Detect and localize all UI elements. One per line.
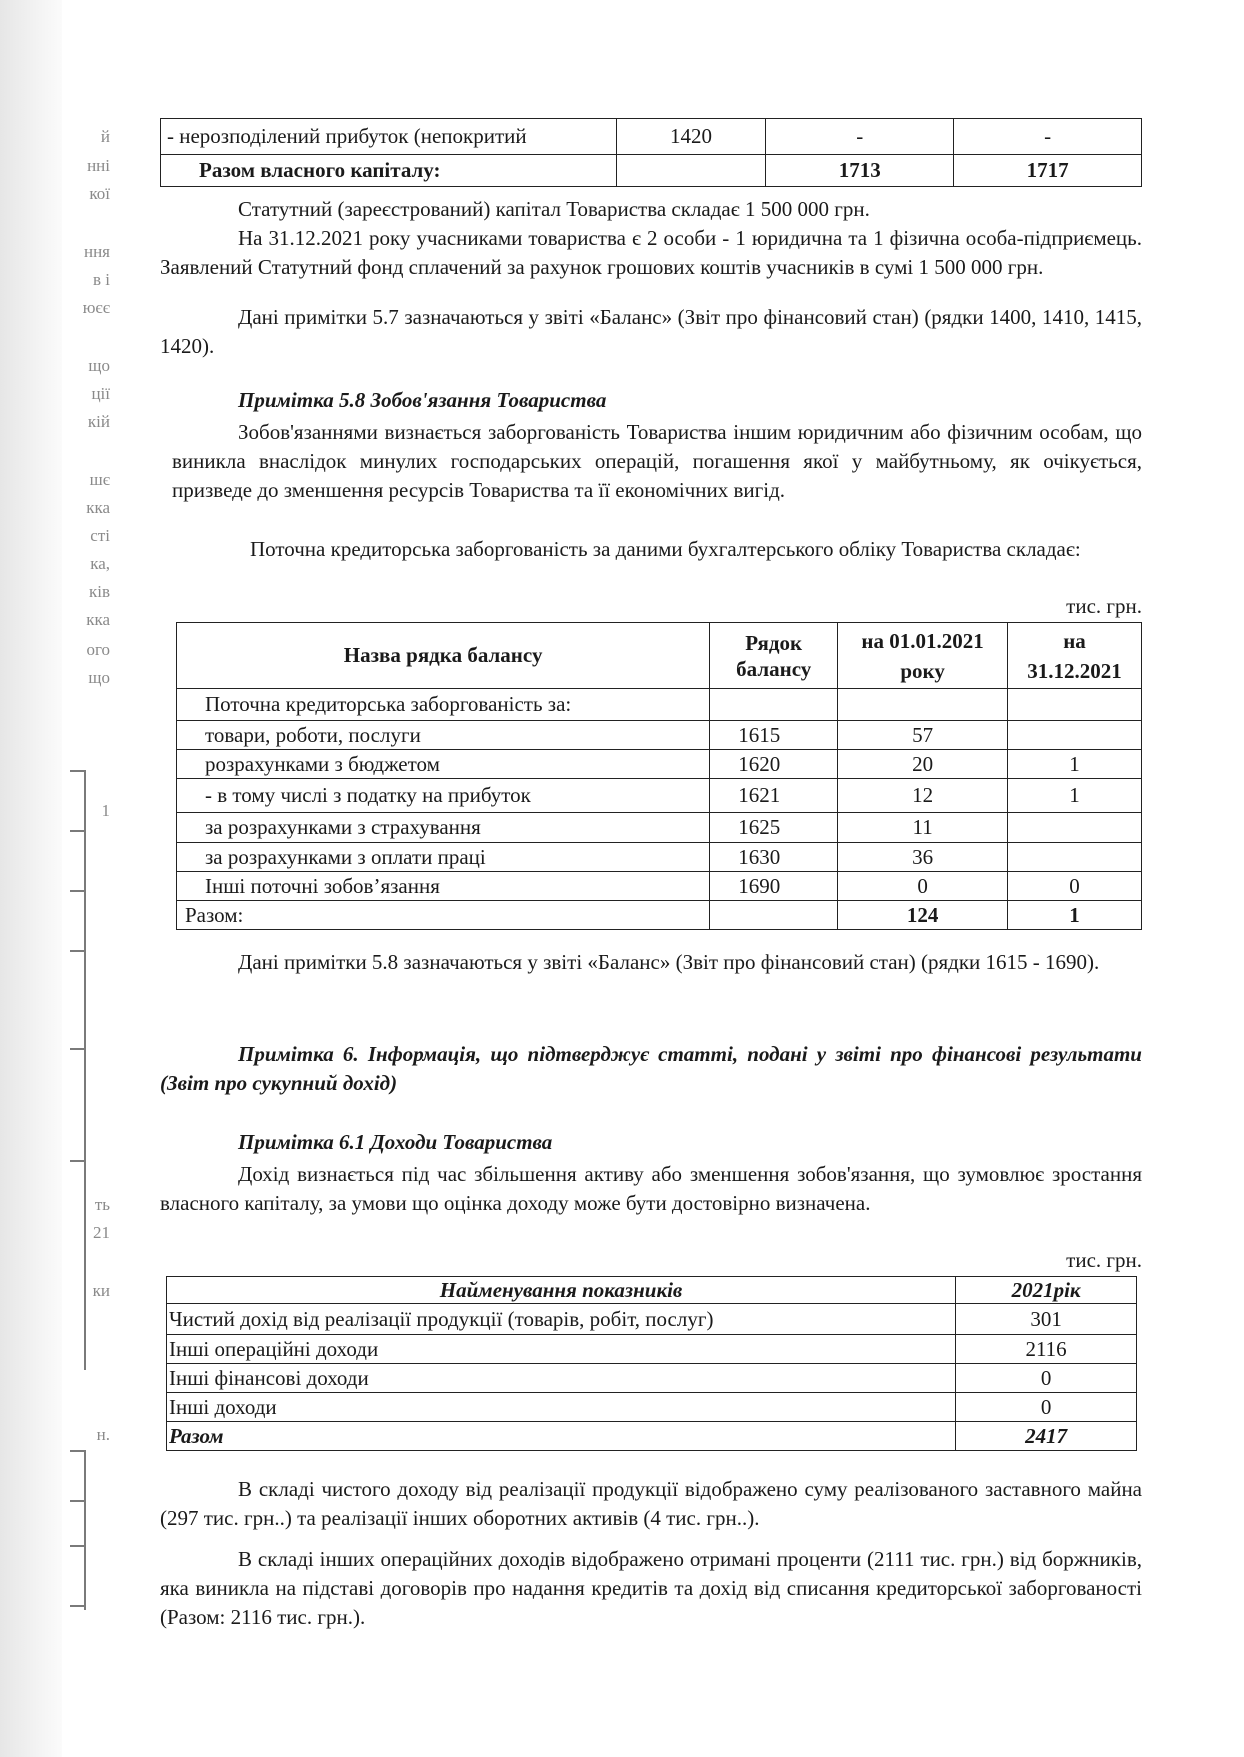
row-label: Інші фінансові доходи <box>167 1364 956 1393</box>
row-value-start: 0 <box>838 872 1008 901</box>
row-value-end <box>1008 689 1142 721</box>
row-value-end: 1 <box>1008 779 1142 813</box>
row-value: 2116 <box>956 1335 1137 1364</box>
bleed-fragment: шє <box>89 470 110 489</box>
bleed-fragment: ків <box>88 582 110 601</box>
equity-row-code: 1420 <box>616 119 766 155</box>
bleed-line <box>70 1450 84 1452</box>
row-value-start: 36 <box>838 843 1008 872</box>
bleed-fragment: й <box>100 127 110 146</box>
equity-row-label: - нерозподілений прибуток (непокритий <box>161 119 617 155</box>
bleed-line <box>70 1545 84 1547</box>
bleed-fragment: кій <box>87 412 110 431</box>
unit-label: тис. грн. <box>1066 594 1142 618</box>
row-label: Інші доходи <box>167 1393 956 1422</box>
bleed-fragment: ого <box>86 640 110 659</box>
total-label: Разом <box>167 1422 956 1451</box>
bleed-fragment: 1 <box>101 801 110 820</box>
note-6-heading: Примітка 6. Інформація, що підтверджує статті, подані у звіті про фінансові результати (Звіт про сукупний дохід) <box>160 1042 1142 1095</box>
bleed-line <box>70 950 84 952</box>
paragraph: Дані примітки 5.8 зазначаються у звіті «Баланс» (Звіт про фінансовий стан) (рядки 1615 - 1690). <box>238 950 1100 974</box>
paragraph: В складі інших операційних доходів відображено отримані проценти (2111 тис. грн.) від боржників, яка виникла на підставі договорів про надання кредитів та дохід від списання кредиторської заборгованості (Разом: 2116 тис. грн.). <box>160 1547 1142 1629</box>
row-value-start: 12 <box>838 779 1008 813</box>
bleed-line <box>70 1048 84 1050</box>
table-row <box>167 1422 1137 1451</box>
liabilities-table <box>176 622 1142 930</box>
row-code: 1620 <box>710 750 838 779</box>
table-row <box>167 1304 1137 1335</box>
equity-table <box>160 118 1142 187</box>
equity-total-value-1: 1713 <box>766 155 954 187</box>
equity-total-label: Разом власного капіталу: <box>161 155 617 187</box>
column-header: на 31.12.2021 <box>1008 623 1142 689</box>
row-value-end <box>1008 813 1142 843</box>
bleed-line <box>70 830 84 832</box>
bleed-fragment: нні <box>87 156 110 175</box>
row-value-start <box>838 689 1008 721</box>
bleed-fragment: кка <box>86 610 110 629</box>
table-row <box>177 813 1142 843</box>
table-row <box>177 689 1142 721</box>
table-header-row <box>167 1277 1137 1304</box>
paragraph: Дохід визнається під час збільшення активу або зменшення зобов'язання, що зумовлює зростання власного капіталу, за умови що оцінка доходу може бути достовірно визначена. <box>160 1162 1142 1215</box>
row-label: - в тому числі з податку на прибуток <box>177 779 710 813</box>
column-header: Назва рядка балансу <box>177 623 710 689</box>
bleed-fragment: кої <box>89 184 110 203</box>
bleed-line <box>70 770 84 772</box>
row-value: 0 <box>956 1393 1137 1422</box>
table-row <box>177 901 1142 930</box>
row-code: 1615 <box>710 721 838 750</box>
bleed-line <box>84 770 86 1370</box>
scan-edge <box>0 0 62 1757</box>
table-row <box>167 1335 1137 1364</box>
bleed-fragment: ка, <box>90 554 110 573</box>
table-row <box>177 779 1142 813</box>
bleed-fragment: в і <box>93 270 110 289</box>
bleed-line <box>70 1500 84 1502</box>
bleed-fragment: ки <box>92 1281 110 1300</box>
total-label: Разом: <box>177 901 710 930</box>
row-value-start: 20 <box>838 750 1008 779</box>
column-header: на 01.01.2021 року <box>838 623 1008 689</box>
table-row <box>161 119 1142 155</box>
table-row <box>167 1364 1137 1393</box>
row-value-start: 11 <box>838 813 1008 843</box>
income-table <box>166 1276 1137 1451</box>
row-label: за розрахунками з страхування <box>177 813 710 843</box>
row-code: 1690 <box>710 872 838 901</box>
bleed-fragment: юєє <box>82 298 110 317</box>
row-value: 0 <box>956 1364 1137 1393</box>
bleed-fragment: кка <box>86 498 110 517</box>
equity-row-value-1: - <box>766 119 954 155</box>
table-row <box>177 721 1142 750</box>
row-code: 1625 <box>710 813 838 843</box>
bleed-fragment: 21 <box>93 1223 110 1242</box>
total-value: 2417 <box>956 1422 1137 1451</box>
bleed-fragment: що <box>88 668 110 687</box>
bleed-fragment: ння <box>83 242 110 261</box>
paragraph: Дані примітки 5.7 зазначаються у звіті «Баланс» (Звіт про фінансовий стан) (рядки 1400, 1410, 1415, 1420). <box>160 305 1142 358</box>
total-value-start: 124 <box>838 901 1008 930</box>
row-value-start: 57 <box>838 721 1008 750</box>
table-row <box>167 1393 1137 1422</box>
row-label: Поточна кредиторська заборгованість за: <box>177 689 710 721</box>
row-label: Інші поточні зобов’язання <box>177 872 710 901</box>
table-row <box>161 155 1142 187</box>
row-code <box>710 689 838 721</box>
bleed-fragment: ть <box>94 1195 110 1214</box>
table-row <box>177 843 1142 872</box>
row-label: товари, роботи, послуги <box>177 721 710 750</box>
paragraph: В складі чистого доходу від реалізації продукції відображено суму реалізованого заставного майна (297 тис. грн..) та реалізації інших оборотних активів (4 тис. грн..). <box>160 1477 1142 1530</box>
bleed-line <box>70 1160 84 1162</box>
table-row <box>177 750 1142 779</box>
bleed-line <box>84 1450 86 1610</box>
total-value-end: 1 <box>1008 901 1142 930</box>
paragraph: Поточна кредиторська заборгованість за даними бухгалтерського обліку Товариства складає: <box>250 537 1081 561</box>
row-code: 1630 <box>710 843 838 872</box>
table-header-row <box>177 623 1142 689</box>
row-value-end <box>1008 721 1142 750</box>
paragraph: Зобов'язаннями визнається заборгованість Товариства іншим юридичним або фізичним особам, що виникла внаслідок минулих господарських операцій, погашення якої у майбутньому, як очікується, призведе до зменшення ресурсів Товариства та її економічних вигід. <box>172 420 1142 502</box>
equity-total-code <box>616 155 766 187</box>
note-6-1-heading: Примітка 6.1 Доходи Товариства <box>238 1130 553 1154</box>
table-row <box>177 872 1142 901</box>
column-header: Найменування показників <box>167 1277 956 1304</box>
bleed-fragment: що <box>88 356 110 375</box>
row-label: за розрахунками з оплати праці <box>177 843 710 872</box>
paragraph: Статутний (зареєстрований) капітал Товариства складає 1 500 000 грн. <box>238 197 870 221</box>
column-header: Рядок балансу <box>710 623 838 689</box>
row-label: розрахунками з бюджетом <box>177 750 710 779</box>
row-code: 1621 <box>710 779 838 813</box>
bleed-fragment: н. <box>96 1425 110 1444</box>
bleed-line <box>70 1605 84 1607</box>
row-value-end: 1 <box>1008 750 1142 779</box>
bleed-fragment: сті <box>90 526 110 545</box>
total-code <box>710 901 838 930</box>
row-label: Інші операційні доходи <box>167 1335 956 1364</box>
unit-label: тис. грн. <box>1066 1248 1142 1272</box>
paragraph: На 31.12.2021 року учасниками товариства є 2 особи - 1 юридична та 1 фізична особа-підприємець. Заявлений Статутний фонд сплачений за рахунок грошових коштів учасників в сумі 1 500 000 грн. <box>160 226 1142 279</box>
bleed-fragment: ції <box>91 384 110 403</box>
note-5-8-heading: Примітка 5.8 Зобов'язання Товариства <box>238 388 607 412</box>
row-value-end <box>1008 843 1142 872</box>
row-label: Чистий дохід від реалізації продукції (товарів, робіт, послуг) <box>167 1304 956 1335</box>
bleed-line <box>70 890 84 892</box>
row-value: 301 <box>956 1304 1137 1335</box>
column-header: 2021рік <box>956 1277 1137 1304</box>
equity-row-value-2: - <box>954 119 1142 155</box>
equity-total-value-2: 1717 <box>954 155 1142 187</box>
row-value-end: 0 <box>1008 872 1142 901</box>
